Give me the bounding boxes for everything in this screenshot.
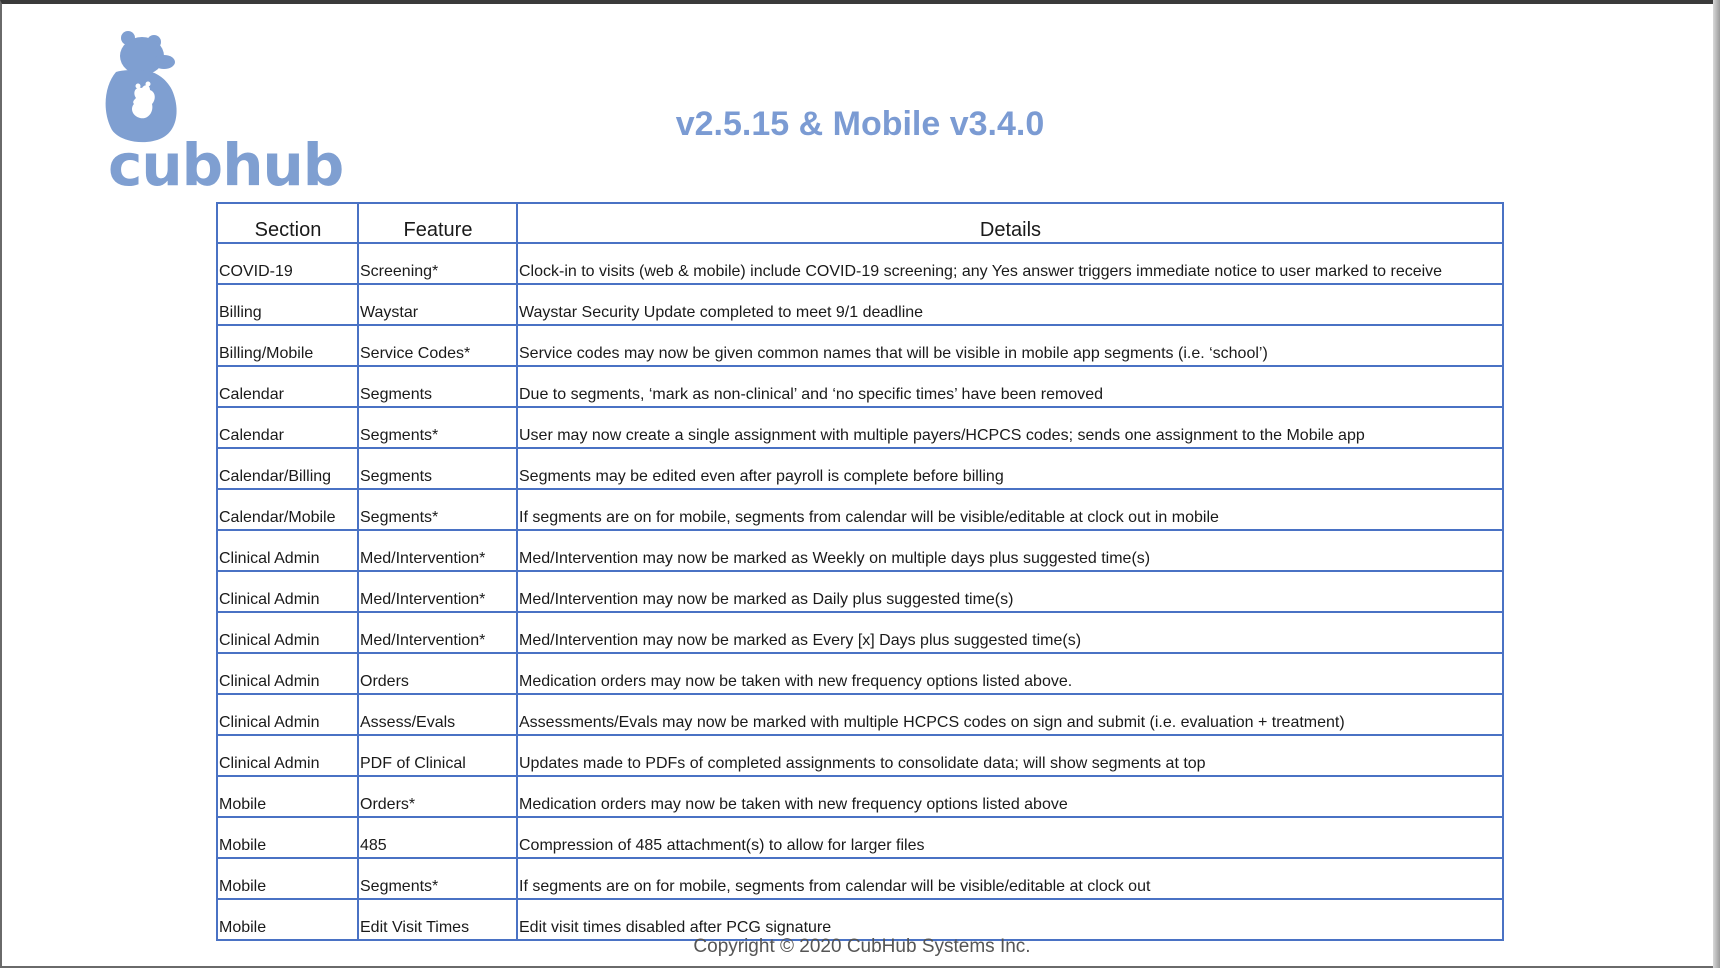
cell-details: Waystar Security Update completed to meet 9/1 deadline [517, 284, 1503, 325]
table-row [217, 366, 1503, 407]
cell-section: Clinical Admin [217, 530, 358, 571]
table-row [217, 571, 1503, 612]
release-notes-table [216, 202, 1504, 941]
cell-feature: Screening* [358, 243, 517, 284]
cell-feature: Orders [358, 653, 517, 694]
header-section: Section [217, 203, 358, 243]
cell-details: Medication orders may now be taken with new frequency options listed above. [517, 653, 1503, 694]
cell-feature: PDF of Clinical [358, 735, 517, 776]
table-row [217, 325, 1503, 366]
cell-details: Med/Intervention may now be marked as Every [x] Days plus suggested time(s) [517, 612, 1503, 653]
table-row [217, 407, 1503, 448]
cell-feature: Segments* [358, 858, 517, 899]
cell-feature: Waystar [358, 284, 517, 325]
table-row [217, 817, 1503, 858]
cell-feature: Segments* [358, 489, 517, 530]
table-row [217, 858, 1503, 899]
cell-section: Billing [217, 284, 358, 325]
table-row [217, 694, 1503, 735]
cell-section: Calendar/Billing [217, 448, 358, 489]
cell-details: If segments are on for mobile, segments from calendar will be visible/editable at clock out [517, 858, 1503, 899]
cell-details: Clock-in to visits (web & mobile) include COVID-19 screening; any Yes answer triggers immediate notice to user marked to receive [517, 243, 1503, 284]
cell-details: Edit visit times disabled after PCG signature [517, 899, 1503, 940]
cell-details: Updates made to PDFs of completed assignments to consolidate data; will show segments at top [517, 735, 1503, 776]
cell-section: Mobile [217, 858, 358, 899]
release-title: v2.5.15 & Mobile v3.4.0 [675, 105, 1045, 143]
cell-feature: Service Codes* [358, 325, 517, 366]
table-row [217, 448, 1503, 489]
table-row [217, 899, 1503, 940]
cell-feature: Orders* [358, 776, 517, 817]
table-row [217, 735, 1503, 776]
table-row [217, 243, 1503, 284]
cell-details: If segments are on for mobile, segments from calendar will be visible/editable at clock out in mobile [517, 489, 1503, 530]
cell-feature: Med/Intervention* [358, 612, 517, 653]
cell-details: Service codes may now be given common names that will be visible in mobile app segments (i.e. ‘school’) [517, 325, 1503, 366]
cell-details: Due to segments, ‘mark as non-clinical’ and ‘no specific times’ have been removed [517, 366, 1503, 407]
cell-section: COVID-19 [217, 243, 358, 284]
window-edge-shadow [1713, 0, 1720, 968]
cell-feature: Edit Visit Times [358, 899, 517, 940]
cell-feature: Segments [358, 366, 517, 407]
cell-details: Assessments/Evals may now be marked with multiple HCPCS codes on sign and submit (i.e. evaluation + treatment) [517, 694, 1503, 735]
cell-details: Medication orders may now be taken with new frequency options listed above [517, 776, 1503, 817]
cubhub-logo [98, 28, 344, 199]
cell-feature: Med/Intervention* [358, 571, 517, 612]
header-details: Details [517, 203, 1503, 243]
cell-feature: 485 [358, 817, 517, 858]
cell-section: Calendar [217, 407, 358, 448]
cell-section: Mobile [217, 817, 358, 858]
cell-details: Med/Intervention may now be marked as Daily plus suggested time(s) [517, 571, 1503, 612]
cell-section: Clinical Admin [217, 612, 358, 653]
cell-feature: Segments* [358, 407, 517, 448]
cell-feature: Segments [358, 448, 517, 489]
table-row [217, 612, 1503, 653]
table-row [217, 530, 1503, 571]
cell-details: User may now create a single assignment with multiple payers/HCPCS codes; sends one assignment to the Mobile app [517, 407, 1503, 448]
cell-details: Med/Intervention may now be marked as Weekly on multiple days plus suggested time(s) [517, 530, 1503, 571]
cell-section: Billing/Mobile [217, 325, 358, 366]
cell-section: Calendar/Mobile [217, 489, 358, 530]
table-row [217, 653, 1503, 694]
cell-section: Clinical Admin [217, 735, 358, 776]
cell-details: Compression of 485 attachment(s) to allow for larger files [517, 817, 1503, 858]
copyright-footer: Copyright © 2020 CubHub Systems Inc. [693, 936, 1031, 957]
cell-section: Calendar [217, 366, 358, 407]
header-feature: Feature [358, 203, 517, 243]
cell-section: Mobile [217, 776, 358, 817]
table-row [217, 776, 1503, 817]
cell-feature: Assess/Evals [358, 694, 517, 735]
bear-icon [102, 28, 186, 146]
cell-feature: Med/Intervention* [358, 530, 517, 571]
cell-details: Segments may be edited even after payroll is complete before billing [517, 448, 1503, 489]
table-row [217, 284, 1503, 325]
cell-section: Clinical Admin [217, 653, 358, 694]
table-row [217, 489, 1503, 530]
table-header-row [217, 203, 1503, 243]
cell-section: Mobile [217, 899, 358, 940]
cell-section: Clinical Admin [217, 694, 358, 735]
cell-section: Clinical Admin [217, 571, 358, 612]
logo-wordmark: cubhub [108, 131, 344, 199]
